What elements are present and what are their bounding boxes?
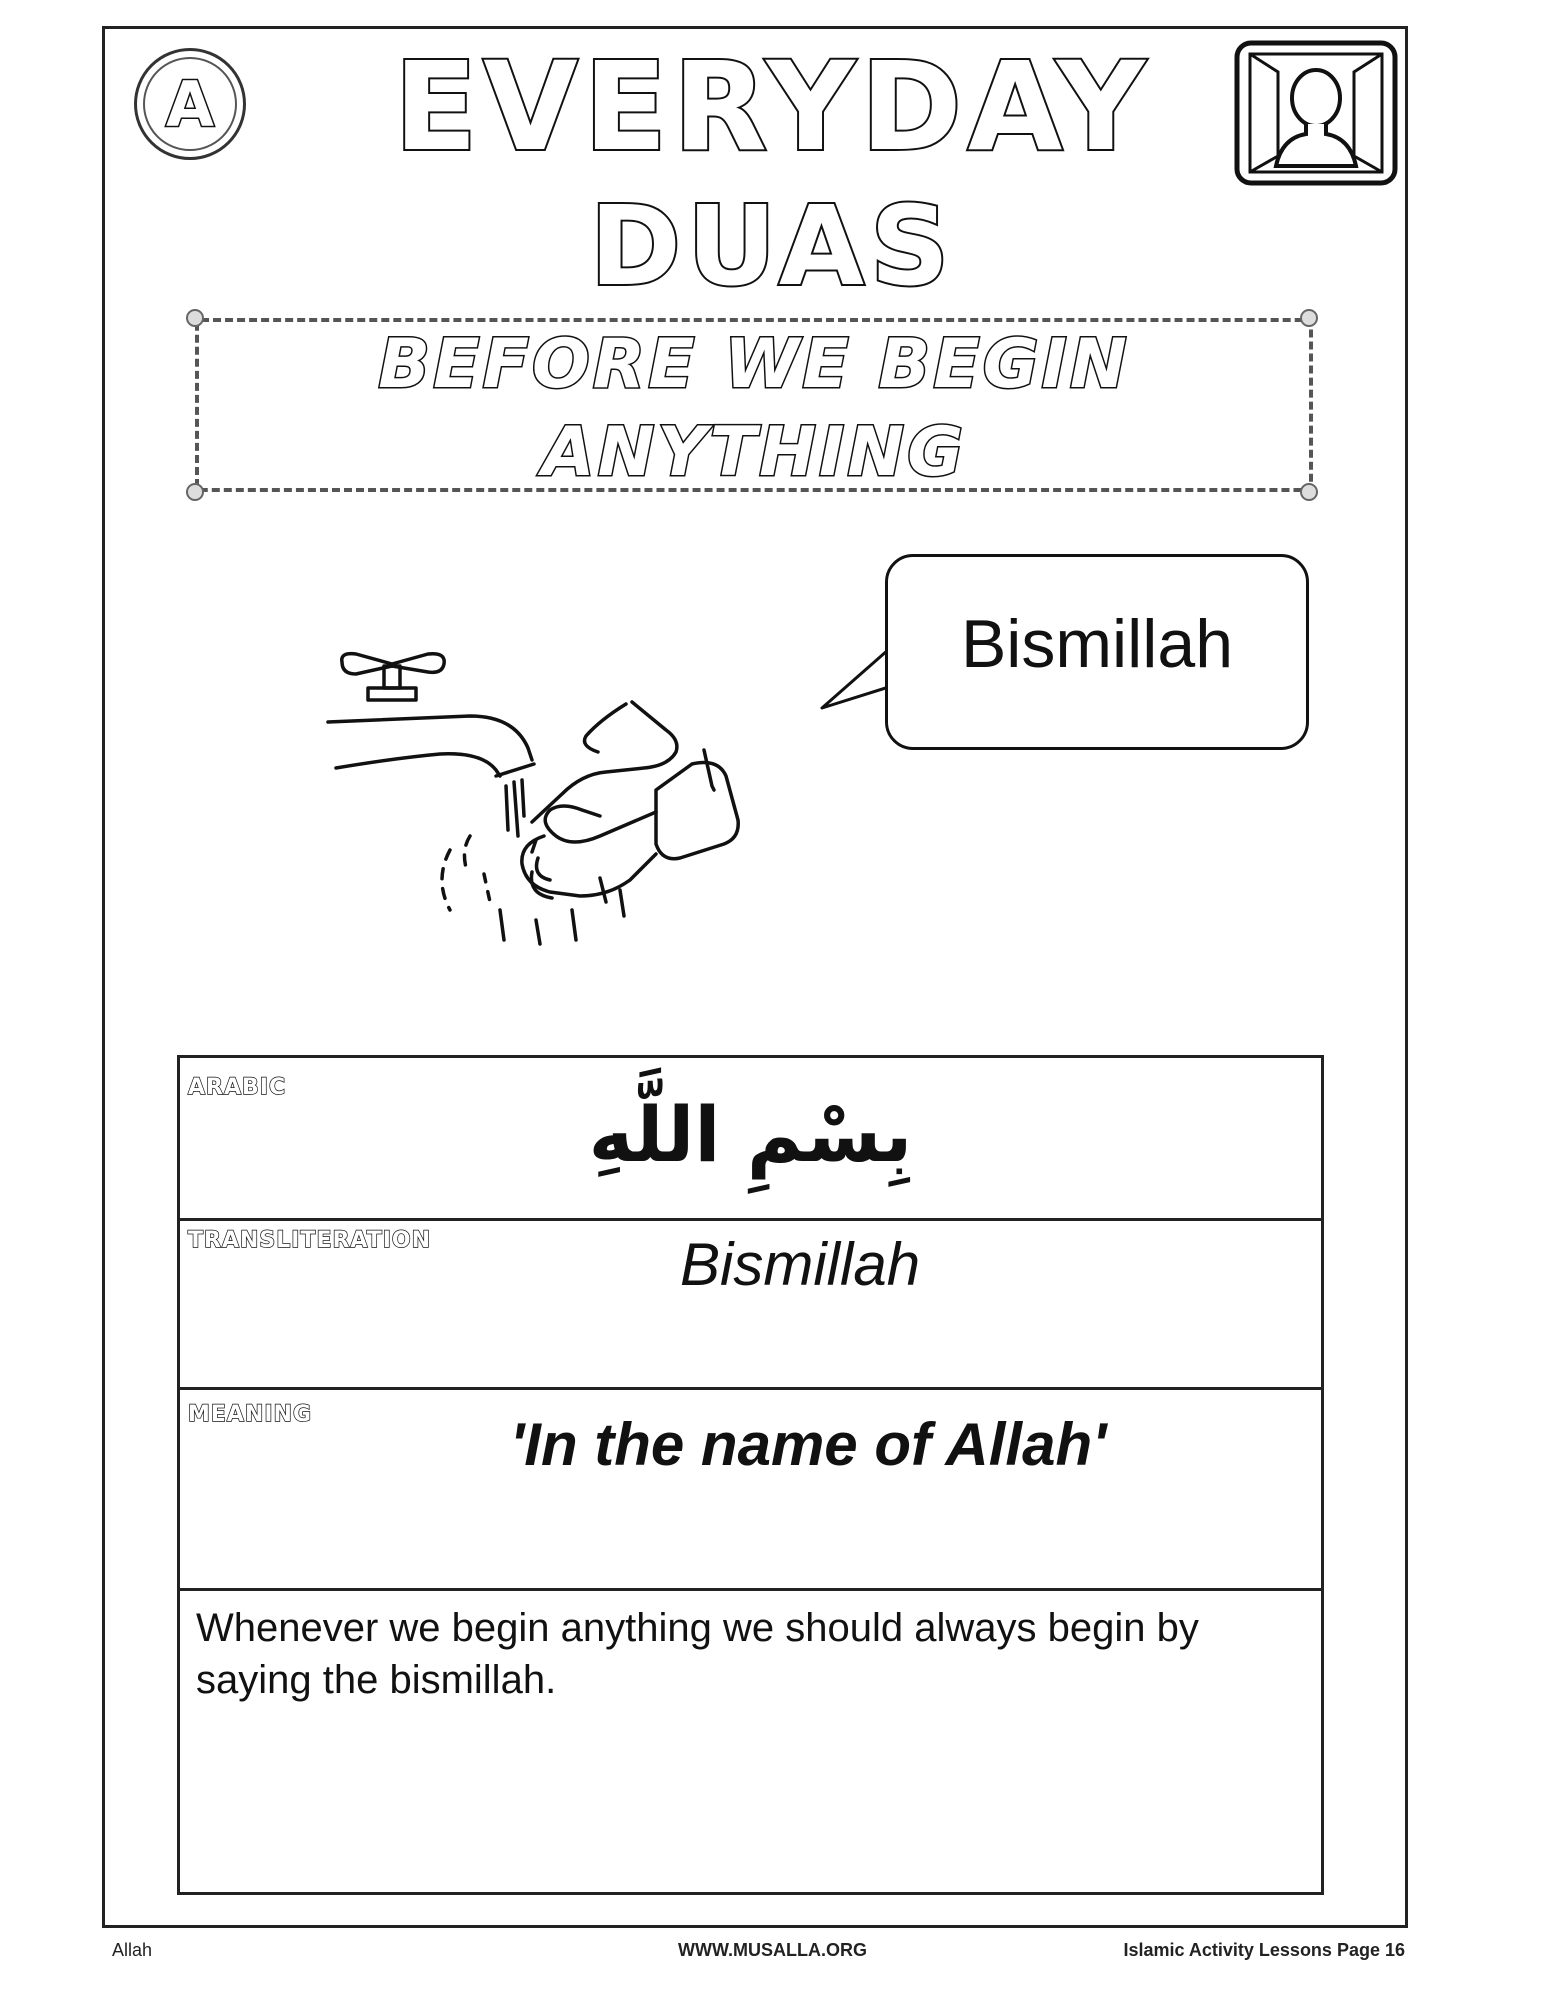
footer-website-link[interactable]: WWW.MUSALLA.ORG (678, 1940, 867, 1960)
hand-washing-icon (300, 640, 860, 1020)
transliteration-label: TRANSLITERATION (188, 1228, 432, 1253)
letter-badge-text: A (166, 67, 214, 141)
footer-page-number: Islamic Activity Lessons Page 16 (1123, 1940, 1405, 1960)
banner-line-2: ANYTHING (541, 413, 967, 492)
arabic-text: بِسْمِ اللَّهِ (588, 1090, 913, 1179)
person-silhouette-icon (1234, 40, 1398, 186)
explanation-text: Whenever we begin anything we should always begin by saying the bismillah. (196, 1606, 1199, 1702)
meaning-text: 'In the name of Allah' (510, 1411, 1107, 1478)
page-title-line-2: DUAS (589, 182, 956, 310)
meaning-label: MEANING (188, 1402, 313, 1427)
page-title-line-1: EVERYDAY (393, 36, 1152, 178)
banner-line-1: BEFORE WE BEGIN (378, 325, 1130, 404)
footer-left: Allah (112, 1940, 153, 1960)
transliteration-text: Bismillah (680, 1231, 921, 1298)
arabic-label: ARABIC (188, 1075, 287, 1100)
speech-bubble-text: Bismillah (960, 606, 1234, 682)
